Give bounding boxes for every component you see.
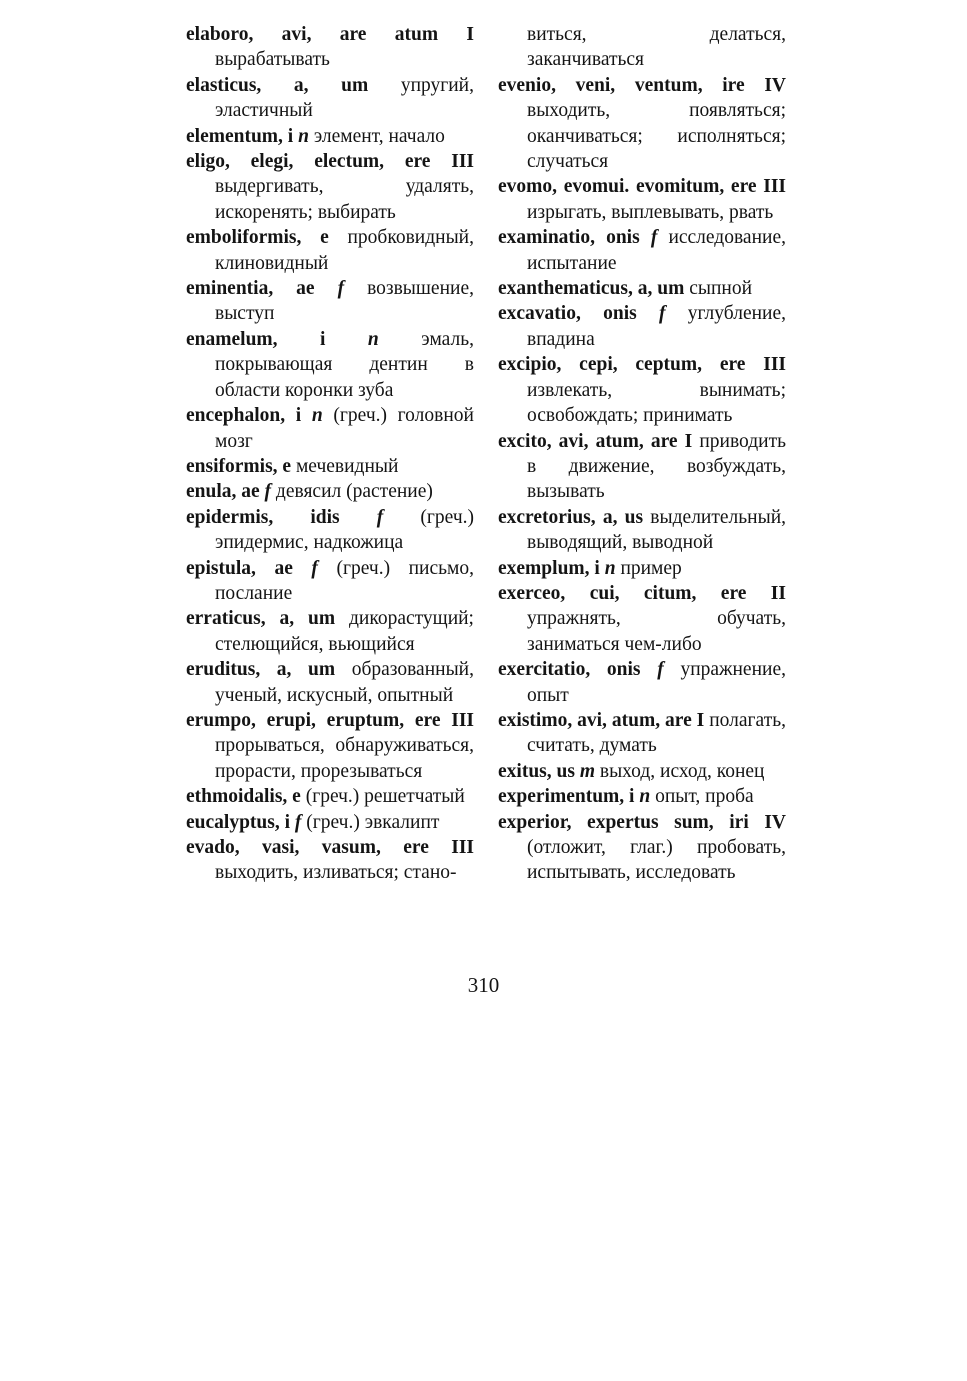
entry-headword: evado, vasi, vasum, ere III: [186, 837, 474, 858]
entry-gender: n: [293, 125, 309, 147]
entry-headword: eminentia, ae: [186, 278, 315, 300]
entry-headword: experior, expertus sum, iri IV: [498, 811, 786, 833]
entry-definition: полагать, считать, думать: [527, 709, 786, 757]
right-column: [498, 22, 786, 886]
entry-headword: epistula, ae: [186, 557, 293, 579]
entry-definition: опыт, проба: [650, 786, 754, 808]
entry-definition: упругий, эластичный: [215, 74, 474, 122]
entry-definition: элемент, начало: [308, 125, 445, 147]
entry-definition: углубление, впадина: [527, 303, 786, 350]
entry-gender: m: [574, 760, 595, 782]
entry-headword: excavatio, onis: [498, 303, 637, 325]
dictionary-entry: [186, 479, 474, 504]
entry-gender: f: [640, 659, 664, 681]
entry-gender: f: [636, 303, 666, 325]
entry-definition: приводить в движение, возбуждать, вызывать: [527, 430, 786, 503]
dictionary-entry: [186, 22, 474, 73]
entry-headword: elasticus, a, um: [186, 74, 369, 96]
dictionary-entry: [186, 276, 474, 327]
entry-headword: excretorius, a, us: [498, 506, 644, 528]
entry-headword: exanthematicus, a, um: [498, 278, 685, 300]
entry-definition: образованный, ученый, искусный, опытный: [215, 659, 474, 706]
dictionary-entry: [498, 225, 786, 276]
entry-definition: выходить, появляться; оканчиваться; исполняться; случаться: [527, 100, 786, 173]
entry-definition: (греч.) решетчатый: [300, 786, 465, 808]
entry-headword: existimo, avi, atum, are I: [498, 709, 705, 731]
entry-definition: упражнять, обучать, заниматься чем-либо: [527, 608, 786, 655]
dictionary-entry: [498, 174, 786, 225]
entry-gender: f: [314, 278, 345, 300]
dictionary-entry: [186, 454, 474, 479]
entry-gender: f: [259, 481, 272, 503]
dictionary-entry: [186, 403, 474, 454]
entry-definition: (греч.) эпидермис, надкожица: [215, 506, 474, 554]
entry-definition: (отложит, глаг.) пробовать, испытывать, исследовать: [527, 837, 786, 884]
entry-headword: emboliformis, e: [186, 227, 329, 249]
dictionary-entry: [498, 301, 786, 352]
dictionary-entry: [186, 225, 474, 276]
entry-gender: n: [301, 405, 323, 427]
dictionary-entry: [498, 784, 786, 809]
dictionary-entry: [186, 505, 474, 556]
dictionary-entry: [498, 276, 786, 301]
dictionary-entry: [498, 429, 786, 505]
dictionary-entry: [186, 73, 474, 124]
entry-definition: пробковидный, клиновидный: [215, 227, 474, 274]
left-column: [186, 22, 474, 886]
entry-definition: (греч.) письмо, послание: [215, 557, 475, 604]
entry-definition: выходить, изливаться; стано-: [215, 862, 457, 884]
entry-definition: извлекать, вынимать; освобождать; принимать: [527, 379, 786, 427]
entry-headword: eligo, elegi, electum, ere III: [186, 151, 474, 173]
entry-headword: excipio, cepi, ceptum, ere III: [498, 354, 786, 376]
entry-definition: изрыгать, выплевывать, рвать: [527, 201, 774, 223]
entry-headword: experimentum, i: [498, 786, 635, 808]
dictionary-entry: [498, 759, 786, 784]
entry-definition: выделительный, выводящий, выводной: [527, 506, 787, 554]
entry-gender: f: [339, 506, 384, 528]
dictionary-entry: [186, 149, 474, 225]
entry-definition: упражнение, опыт: [527, 659, 786, 706]
entry-definition: (греч.) эвкалипт: [301, 811, 440, 833]
entry-definition: виться, делаться, заканчиваться: [527, 24, 786, 71]
dictionary-entry: [498, 708, 786, 759]
page-number: 310: [467, 973, 500, 997]
dictionary-entry: [498, 22, 786, 73]
dictionary-entry: [186, 556, 474, 607]
entry-definition: эмаль, покрывающая дентин в области коронки зуба: [215, 328, 474, 401]
entry-definition: дикорастущий; стелющийся, вьющийся: [215, 608, 474, 655]
entry-definition: (греч.) головной мозг: [215, 405, 474, 452]
dictionary-entry: [186, 327, 474, 403]
entry-headword: examinatio, onis: [498, 227, 640, 249]
entry-definition: исследование, испытание: [527, 227, 786, 274]
entry-headword: evomo, evomui. evomitum, ere III: [498, 176, 786, 198]
entry-definition: прорываться, обнаруживаться, прорасти, прорезываться: [215, 735, 474, 782]
dictionary-entry: [186, 810, 474, 835]
dictionary-entry: [186, 708, 474, 784]
dictionary-entry: [498, 810, 786, 886]
entry-headword: exitus, us: [498, 760, 575, 782]
entry-headword: exercitatio, onis: [498, 659, 641, 681]
dictionary-entry: [498, 505, 786, 556]
entry-headword: excito, avi, atum, are I: [498, 430, 693, 452]
entry-gender: f: [292, 557, 318, 579]
entry-headword: erumpo, erupi, eruptum, ere III: [186, 709, 474, 731]
entry-headword: encephalon, i: [186, 405, 302, 427]
dictionary-entry: [498, 352, 786, 428]
entry-headword: ethmoidalis, e: [186, 786, 301, 808]
entry-definition: вырабатывать: [215, 49, 330, 71]
entry-headword: evenio, veni, ventum, ire IV: [498, 74, 786, 96]
entry-definition: выдергивать, удалять, искоренять; выбирать: [215, 176, 474, 223]
dictionary-entry: [186, 835, 474, 886]
dictionary-entry: [186, 606, 474, 657]
entry-definition: мечевидный: [291, 455, 399, 477]
entry-headword: eucalyptus, i: [186, 811, 291, 833]
entry-headword: erraticus, a, um: [186, 608, 336, 630]
entry-headword: enamelum, i: [186, 328, 326, 350]
entry-definition: девясил (растение): [271, 481, 433, 503]
entry-gender: n: [634, 786, 651, 808]
entry-gender: n: [325, 328, 379, 350]
dictionary-entry: [186, 657, 474, 708]
dictionary-entry: [498, 657, 786, 708]
dictionary-entry: [186, 784, 474, 809]
entry-headword: epidermis, idis: [186, 506, 340, 528]
entry-gender: f: [639, 227, 658, 249]
entry-definition: выход, исход, конец: [594, 760, 765, 782]
entry-headword: eruditus, a, um: [186, 659, 336, 681]
entry-headword: exerceo, cui, citum, ere II: [498, 582, 786, 604]
dictionary-entry: [498, 556, 786, 581]
entry-gender: n: [599, 557, 616, 579]
dictionary-entry: [186, 124, 474, 149]
dictionary-entry: [498, 581, 786, 657]
entry-gender: f: [290, 811, 302, 833]
dictionary-entry: [498, 73, 786, 175]
entry-definition: пример: [615, 557, 682, 579]
entry-headword: enula, ae: [186, 481, 260, 503]
entry-headword: ensiformis, e: [186, 455, 292, 477]
entry-headword: elementum, i: [186, 125, 294, 147]
entry-headword: exemplum, i: [498, 557, 600, 579]
entry-definition: сыпной: [684, 278, 753, 300]
entry-headword: elaboro, avi, are atum I: [186, 24, 474, 45]
entry-definition: возвышение, выступ: [215, 278, 474, 325]
